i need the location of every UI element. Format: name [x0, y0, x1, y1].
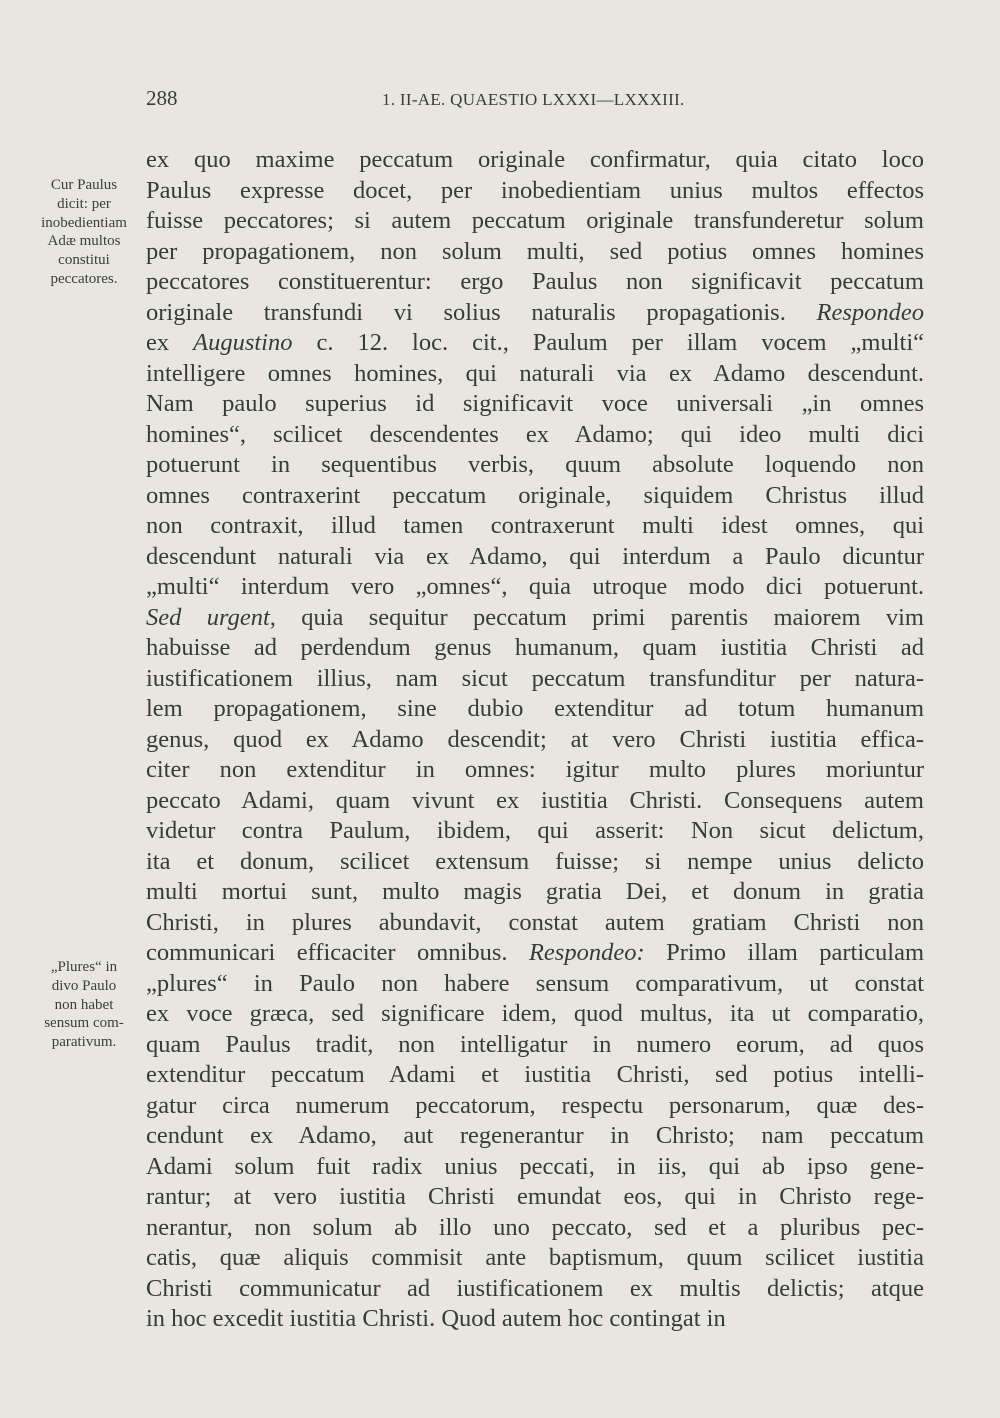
text-segment: citer non extenditur in omnes: igitur multo plures moriuntur: [146, 756, 924, 783]
text-line: [146, 572, 924, 603]
text-line: [146, 664, 924, 695]
text-line: [146, 694, 924, 725]
text-line: [146, 298, 924, 329]
margin-note-line: dicit: per: [57, 195, 111, 212]
text-line: [146, 1182, 924, 1213]
text-segment: catis, quæ aliquis commisit ante baptismum, quum scilicet iustitia: [146, 1244, 924, 1271]
text-segment: Adami solum fuit radix unius peccati, in iis, qui ab ipso gene-: [146, 1152, 924, 1180]
margin-note-line: constitui: [58, 252, 110, 269]
text-line: [146, 999, 924, 1030]
text-segment: ita et donum, scilicet extensum fuisse; si nempe unius delicto: [146, 847, 924, 875]
margin-note-line: Adæ multos: [47, 233, 121, 250]
text-line: [146, 755, 924, 786]
page-header: [146, 86, 926, 116]
margin-note: [30, 958, 138, 1052]
text-segment: communicari efficaciter omnibus.: [146, 939, 529, 966]
text-line: [146, 328, 924, 359]
text-line: [146, 511, 924, 542]
text-line: [146, 603, 924, 634]
text-line: [146, 847, 924, 878]
text-segment: Primo illam particulam: [644, 939, 925, 966]
margin-note-line: parativum.: [51, 1034, 117, 1051]
text-segment: quia sequitur peccatum primi parentis maiorem vim: [275, 603, 924, 631]
text-line: [146, 176, 924, 207]
margin-note-line: divo Paulo: [51, 977, 117, 994]
text-segment: nerantur, non solum ab illo uno peccato, sed et a pluribus pec-: [146, 1213, 924, 1241]
margin-note-line: Cur Paulus: [50, 177, 118, 193]
text-line: [146, 1060, 924, 1091]
text-segment: „plures“ in Paulo non habere sensum comparativum, ut constat: [146, 969, 924, 997]
margin-note: [30, 176, 138, 289]
text-line: [146, 1152, 924, 1183]
text-line: [146, 786, 924, 817]
margin-note-line: non habet: [54, 996, 114, 1013]
text-line: [146, 908, 924, 939]
text-segment: quam Paulus tradit, non intelligatur in numero eorum, ad quos: [146, 1030, 924, 1058]
margin-note-line: „Plures“ in: [50, 959, 118, 975]
text-line: [146, 938, 924, 969]
text-line: [146, 1304, 924, 1335]
text-line: [146, 389, 924, 420]
text-segment: Christi communicatur ad iustificationem ex multis delictis; atque: [146, 1274, 924, 1302]
text-line: [146, 206, 924, 237]
text-segment: ex: [146, 329, 194, 356]
text-segment: omnes contraxerint peccatum originale, siquidem Christus illud: [146, 481, 924, 509]
text-line: [146, 816, 924, 847]
italic-text: Respondeo: [816, 298, 924, 326]
text-segment: cendunt ex Adamo, aut regenerantur in Christo; nam peccatum: [146, 1122, 924, 1149]
italic-text: Augustino: [193, 329, 293, 356]
text-line: [146, 450, 924, 481]
text-segment: extenditur peccatum Adami et iustitia Christi, sed potius intelli-: [146, 1061, 924, 1088]
text-line: [146, 1274, 924, 1305]
text-line: [146, 481, 924, 512]
text-segment: in hoc excedit iustitia Christi. Quod autem hoc contingat in: [146, 1305, 726, 1332]
text-segment: homines“, scilicet descendentes ex Adamo; qui ideo multi dici: [146, 420, 924, 448]
text-line: [146, 1030, 924, 1061]
text-segment: Paulus expresse docet, per inobedientiam unius multos effectos: [146, 176, 924, 204]
text-segment: genus, quod ex Adamo descendit; at vero Christi iustitia effica-: [146, 725, 924, 753]
text-segment: per propagationem, non solum multi, sed potius omnes homines: [146, 237, 924, 265]
text-line: [146, 542, 924, 573]
text-line: [146, 267, 924, 298]
text-segment: videtur contra Paulum, ibidem, qui asserit: Non sicut delictum,: [146, 817, 924, 844]
text-line: [146, 1213, 924, 1244]
page-number: 288: [146, 86, 178, 110]
main-text-block: [146, 145, 924, 1335]
text-line: [146, 145, 924, 176]
text-segment: originale transfundi vi solius naturalis propagationis.: [146, 298, 817, 326]
text-segment: iustificationem illius, nam sicut peccatum transfunditur per natura-: [146, 664, 924, 692]
text-segment: fuisse peccatores; si autem peccatum originale transfunderetur solum: [146, 207, 924, 234]
text-segment: „multi“ interdum vero „omnes“, quia utroque modo dici potuerunt.: [146, 573, 924, 600]
text-segment: peccato Adami, quam vivunt ex iustitia Christi. Consequens autem: [146, 786, 924, 814]
margin-note-line: peccatores.: [50, 270, 118, 287]
text-segment: Christi, in plures abundavit, constat autem gratiam Christi non: [146, 908, 924, 936]
text-line: [146, 725, 924, 756]
text-segment: descendunt naturali via ex Adamo, qui interdum a Paulo dicuntur: [146, 542, 924, 570]
text-segment: non contraxit, illud tamen contraxerunt multi idest omnes, qui: [146, 512, 924, 539]
italic-text: Sed urgent,: [146, 603, 276, 631]
text-segment: intelligere omnes homines, qui naturali via ex Adamo descendunt.: [146, 359, 924, 387]
text-line: [146, 420, 924, 451]
text-line: [146, 969, 924, 1000]
margin-note-line: sensum com-: [44, 1015, 124, 1032]
running-title: 1. II-AE. QUAESTIO LXXXI—LXXXIII.: [382, 90, 685, 109]
text-line: [146, 877, 924, 908]
text-line: [146, 359, 924, 390]
text-segment: potuerunt in sequentibus verbis, quum absolute loquendo non: [146, 451, 924, 478]
text-segment: lem propagationem, sine dubio extenditur ad totum humanum: [146, 695, 924, 722]
margin-note-line: inobedientiam: [41, 214, 127, 231]
text-segment: gatur circa numerum peccatorum, respectu personarum, quæ des-: [146, 1091, 924, 1119]
text-line: [146, 1121, 924, 1152]
text-line: [146, 633, 924, 664]
text-segment: ex quo maxime peccatum originale confirmatur, quia citato loco: [146, 146, 924, 173]
text-segment: Nam paulo superius id significavit voce universali „in omnes: [146, 390, 924, 417]
text-segment: rantur; at vero iustitia Christi emundat eos, qui in Christo rege-: [146, 1183, 924, 1210]
text-line: [146, 1243, 924, 1274]
text-line: [146, 237, 924, 268]
italic-text: Respondeo:: [528, 939, 645, 966]
text-segment: ex voce græca, sed significare idem, quod multus, ita ut comparatio,: [146, 1000, 924, 1027]
text-segment: multi mortui sunt, multo magis gratia Dei, et donum in gratia: [146, 878, 924, 905]
text-segment: habuisse ad perdendum genus humanum, quam iustitia Christi ad: [146, 634, 924, 661]
text-segment: c. 12. loc. cit., Paulum per illam vocem „multi“: [292, 329, 925, 356]
text-segment: peccatores constituerentur: ergo Paulus non significavit peccatum: [146, 268, 924, 295]
text-line: [146, 1091, 924, 1122]
